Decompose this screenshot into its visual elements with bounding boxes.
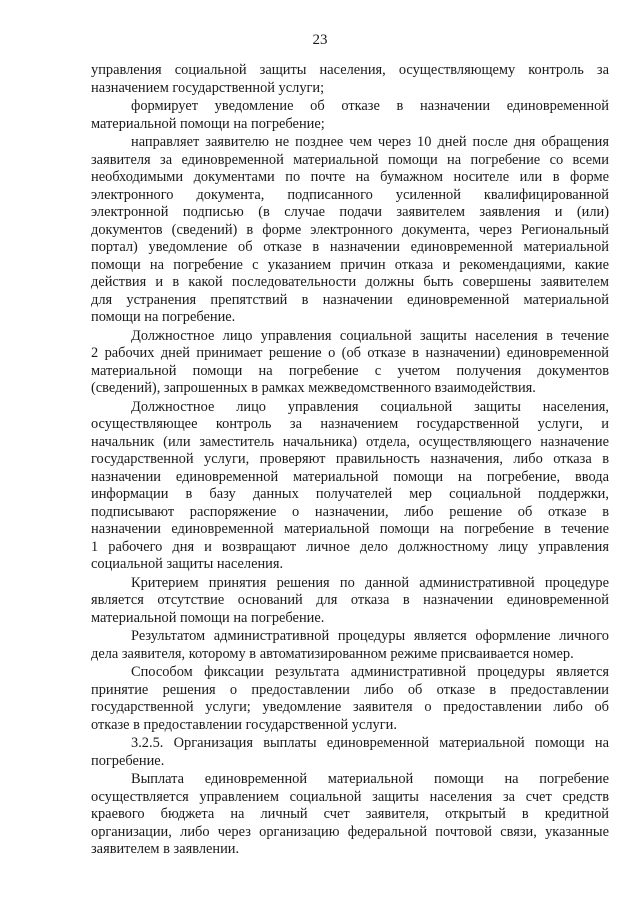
paragraph	[91, 134, 609, 327]
text-line: формирует уведомление об отказе в назначении единовременной	[131, 98, 609, 114]
text-line: управления социальной защиты населения, осуществляющему контроль за	[91, 62, 609, 78]
text-line: является отсутствие оснований для отказа в назначении единовременной	[91, 592, 609, 608]
text-line: 1 рабочего дня и возвращают личное дело должностному лицу управления	[91, 538, 609, 555]
text-line: электронной подписью (в случае подачи заявителем заявления и (или)	[91, 204, 609, 220]
text-line: необходимыми документами по почте на бумажном носителе или в форме	[91, 169, 609, 185]
document-body	[91, 62, 609, 860]
text-line: осуществляется управлением социальной защиты населения за счет средств	[91, 788, 609, 805]
text-line: назначении единовременной материальной помощи на погребение, ввода	[91, 468, 609, 485]
text-line: подписывают распоряжение о назначении, либо решение об отказе в	[91, 503, 609, 520]
paragraph	[91, 628, 609, 663]
text-line: для устранения препятствий в назначении единовременной материальной	[91, 291, 609, 308]
text-line: Способом фиксации результата административной процедуры является	[131, 664, 609, 680]
text-line: государственной услуги, проверяют правильность назначения, либо отказа в	[91, 451, 609, 467]
text-line: (сведений), запрошенных в рамках межведомственного взаимодействия.	[91, 380, 536, 396]
text-line: погребение.	[91, 752, 165, 769]
text-line: документов (сведений) в форме электронного документа, через Региональный	[91, 221, 609, 238]
paragraph	[91, 98, 609, 133]
paragraph	[91, 771, 609, 859]
text-line: электронного документа, подписанного усиленной квалифицированной	[91, 186, 609, 203]
text-line: начальник (или заместитель начальника) отдела, осуществляющего назначение	[91, 433, 609, 450]
paragraph	[91, 664, 609, 734]
text-line: 2 рабочих дней принимает решение о (об отказе в назначении) единовременной	[91, 345, 609, 361]
text-line: помощи на погребение.	[91, 309, 236, 325]
text-line: принятие решения о предоставлении либо об отказе в предоставлении	[91, 681, 609, 698]
text-line: заявителем в заявлении.	[91, 841, 240, 857]
text-line: дела заявителя, которому в автоматизированном режиме присваивается номер.	[91, 645, 574, 662]
text-line: материальной помощи на погребение;	[91, 115, 325, 132]
text-line: направляет заявителю не позднее чем через 10 дней после дня обращения	[131, 134, 609, 150]
text-line: материальной помощи на погребение с учетом получения документов	[91, 362, 609, 379]
text-line: отказе в предоставлении государственной услуги.	[91, 716, 397, 733]
text-line: материальной помощи на погребение.	[91, 609, 325, 626]
text-line: Критерием принятия решения по данной административной процедуре	[131, 574, 609, 591]
text-line: государственной услуги; уведомление заявителя о предоставлении либо об	[91, 699, 609, 715]
paragraph	[91, 735, 609, 770]
paragraph	[91, 575, 609, 628]
text-line: 3.2.5. Организация выплаты единовременной материальной помощи на	[131, 735, 609, 751]
text-line: Должностное лицо управления социальной защиты населения,	[131, 398, 609, 415]
text-line: Результатом административной процедуры является оформление личного	[131, 628, 609, 644]
text-line: заявителя за единовременной материальной помощи на погребение со всеми	[91, 151, 609, 168]
text-line: информации в базу данных получателей мер социальной поддержки,	[91, 486, 609, 502]
text-line: социальной защиты населения.	[91, 556, 284, 572]
text-line: назначением государственной услуги;	[91, 79, 325, 96]
text-line: действия и в какой последовательности должны быть совершены заявителем	[91, 274, 609, 290]
paragraph	[91, 62, 609, 97]
text-line: помощи на погребение с указанием причин отказа и рекомендациями, какие	[91, 256, 609, 273]
text-line: организации, либо через организацию федеральной почтовой связи, указанные	[91, 823, 609, 840]
paragraph	[91, 399, 609, 574]
text-line: Должностное лицо управления социальной защиты населения в течение	[131, 327, 609, 344]
text-line: осуществляющее контроль за назначением государственной услуги, и	[91, 416, 609, 432]
paragraph	[91, 328, 609, 398]
page-number: 23	[312, 32, 328, 48]
text-line: назначении единовременной материальной помощи на погребение в течение	[91, 521, 609, 537]
text-line: портал) уведомление об отказе в назначении единовременной материальной	[91, 239, 609, 255]
text-line: Выплата единовременной материальной помощи на погребение	[131, 771, 609, 787]
text-line: краевого бюджета на личный счет заявителя, открытый в кредитной	[91, 806, 609, 822]
